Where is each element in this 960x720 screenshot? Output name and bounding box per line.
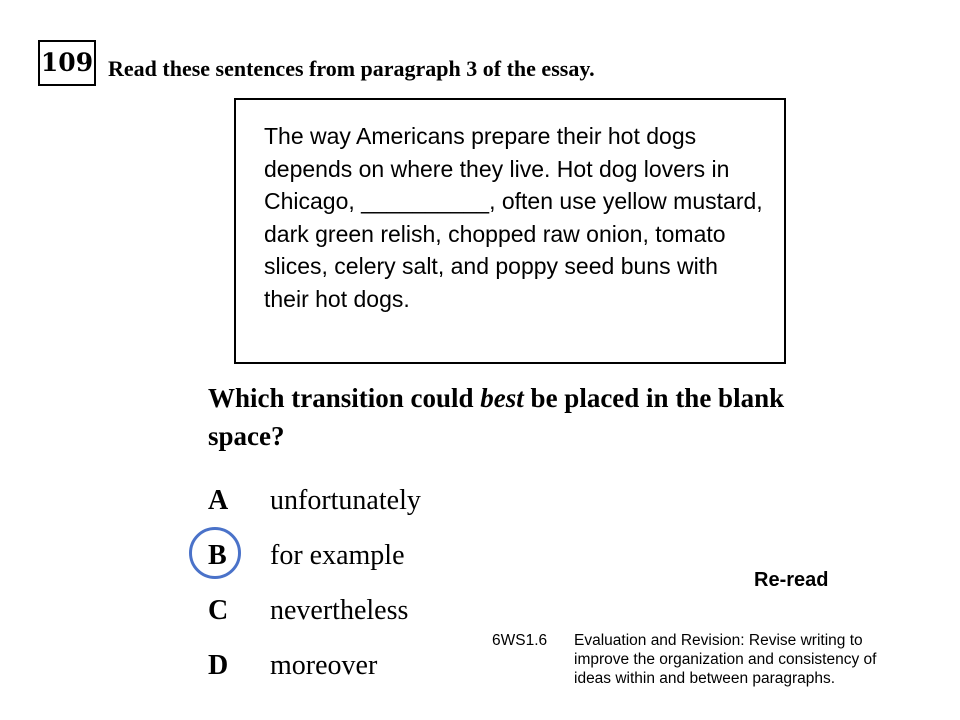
- answer-choice-c[interactable]: [208, 591, 548, 631]
- answer-choice-b[interactable]: [208, 536, 548, 576]
- answer-choice-a[interactable]: [208, 481, 548, 521]
- choice-text: unfortunately: [270, 485, 421, 516]
- standard-code: 6WS1.6: [492, 632, 548, 649]
- standard-description-line: improve the organization and consistency of: [574, 651, 877, 668]
- standard-description: [576, 631, 952, 688]
- choice-text: moreover: [270, 650, 378, 681]
- question-stem: [208, 379, 848, 455]
- reread-label: Re-read: [754, 569, 829, 591]
- choice-letter: D: [208, 650, 229, 681]
- choice-letter: A: [208, 485, 229, 516]
- standard-description-line: Evaluation and Revision: Revise writing to: [574, 632, 863, 649]
- question-number: 109: [38, 40, 96, 86]
- answer-choice-d[interactable]: [208, 646, 548, 686]
- passage-box: [234, 98, 786, 364]
- question-stem-start: Which transition could: [208, 383, 481, 413]
- choice-text: nevertheless: [270, 595, 409, 626]
- answer-highlight-circle: [189, 527, 241, 579]
- choice-text: for example: [270, 540, 405, 571]
- passage-text: The way Americans prepare their hot dogs depends on where they live. Hot dog lovers in Chicago, __________, often use yellow mustard, dark green relish, chopped raw onion, tomato slices, celery salt, and poppy seed buns with their hot dogs.: [264, 123, 763, 312]
- question-stem-emphasis: best: [480, 383, 524, 413]
- question-stem-end: be placed in the blank space?: [208, 383, 785, 451]
- standard-description-line: ideas within and between paragraphs.: [574, 670, 836, 687]
- choice-letter: B: [208, 540, 227, 571]
- question-prompt: Read these sentences from paragraph 3 of the essay.: [108, 56, 595, 81]
- choice-letter: C: [208, 595, 229, 626]
